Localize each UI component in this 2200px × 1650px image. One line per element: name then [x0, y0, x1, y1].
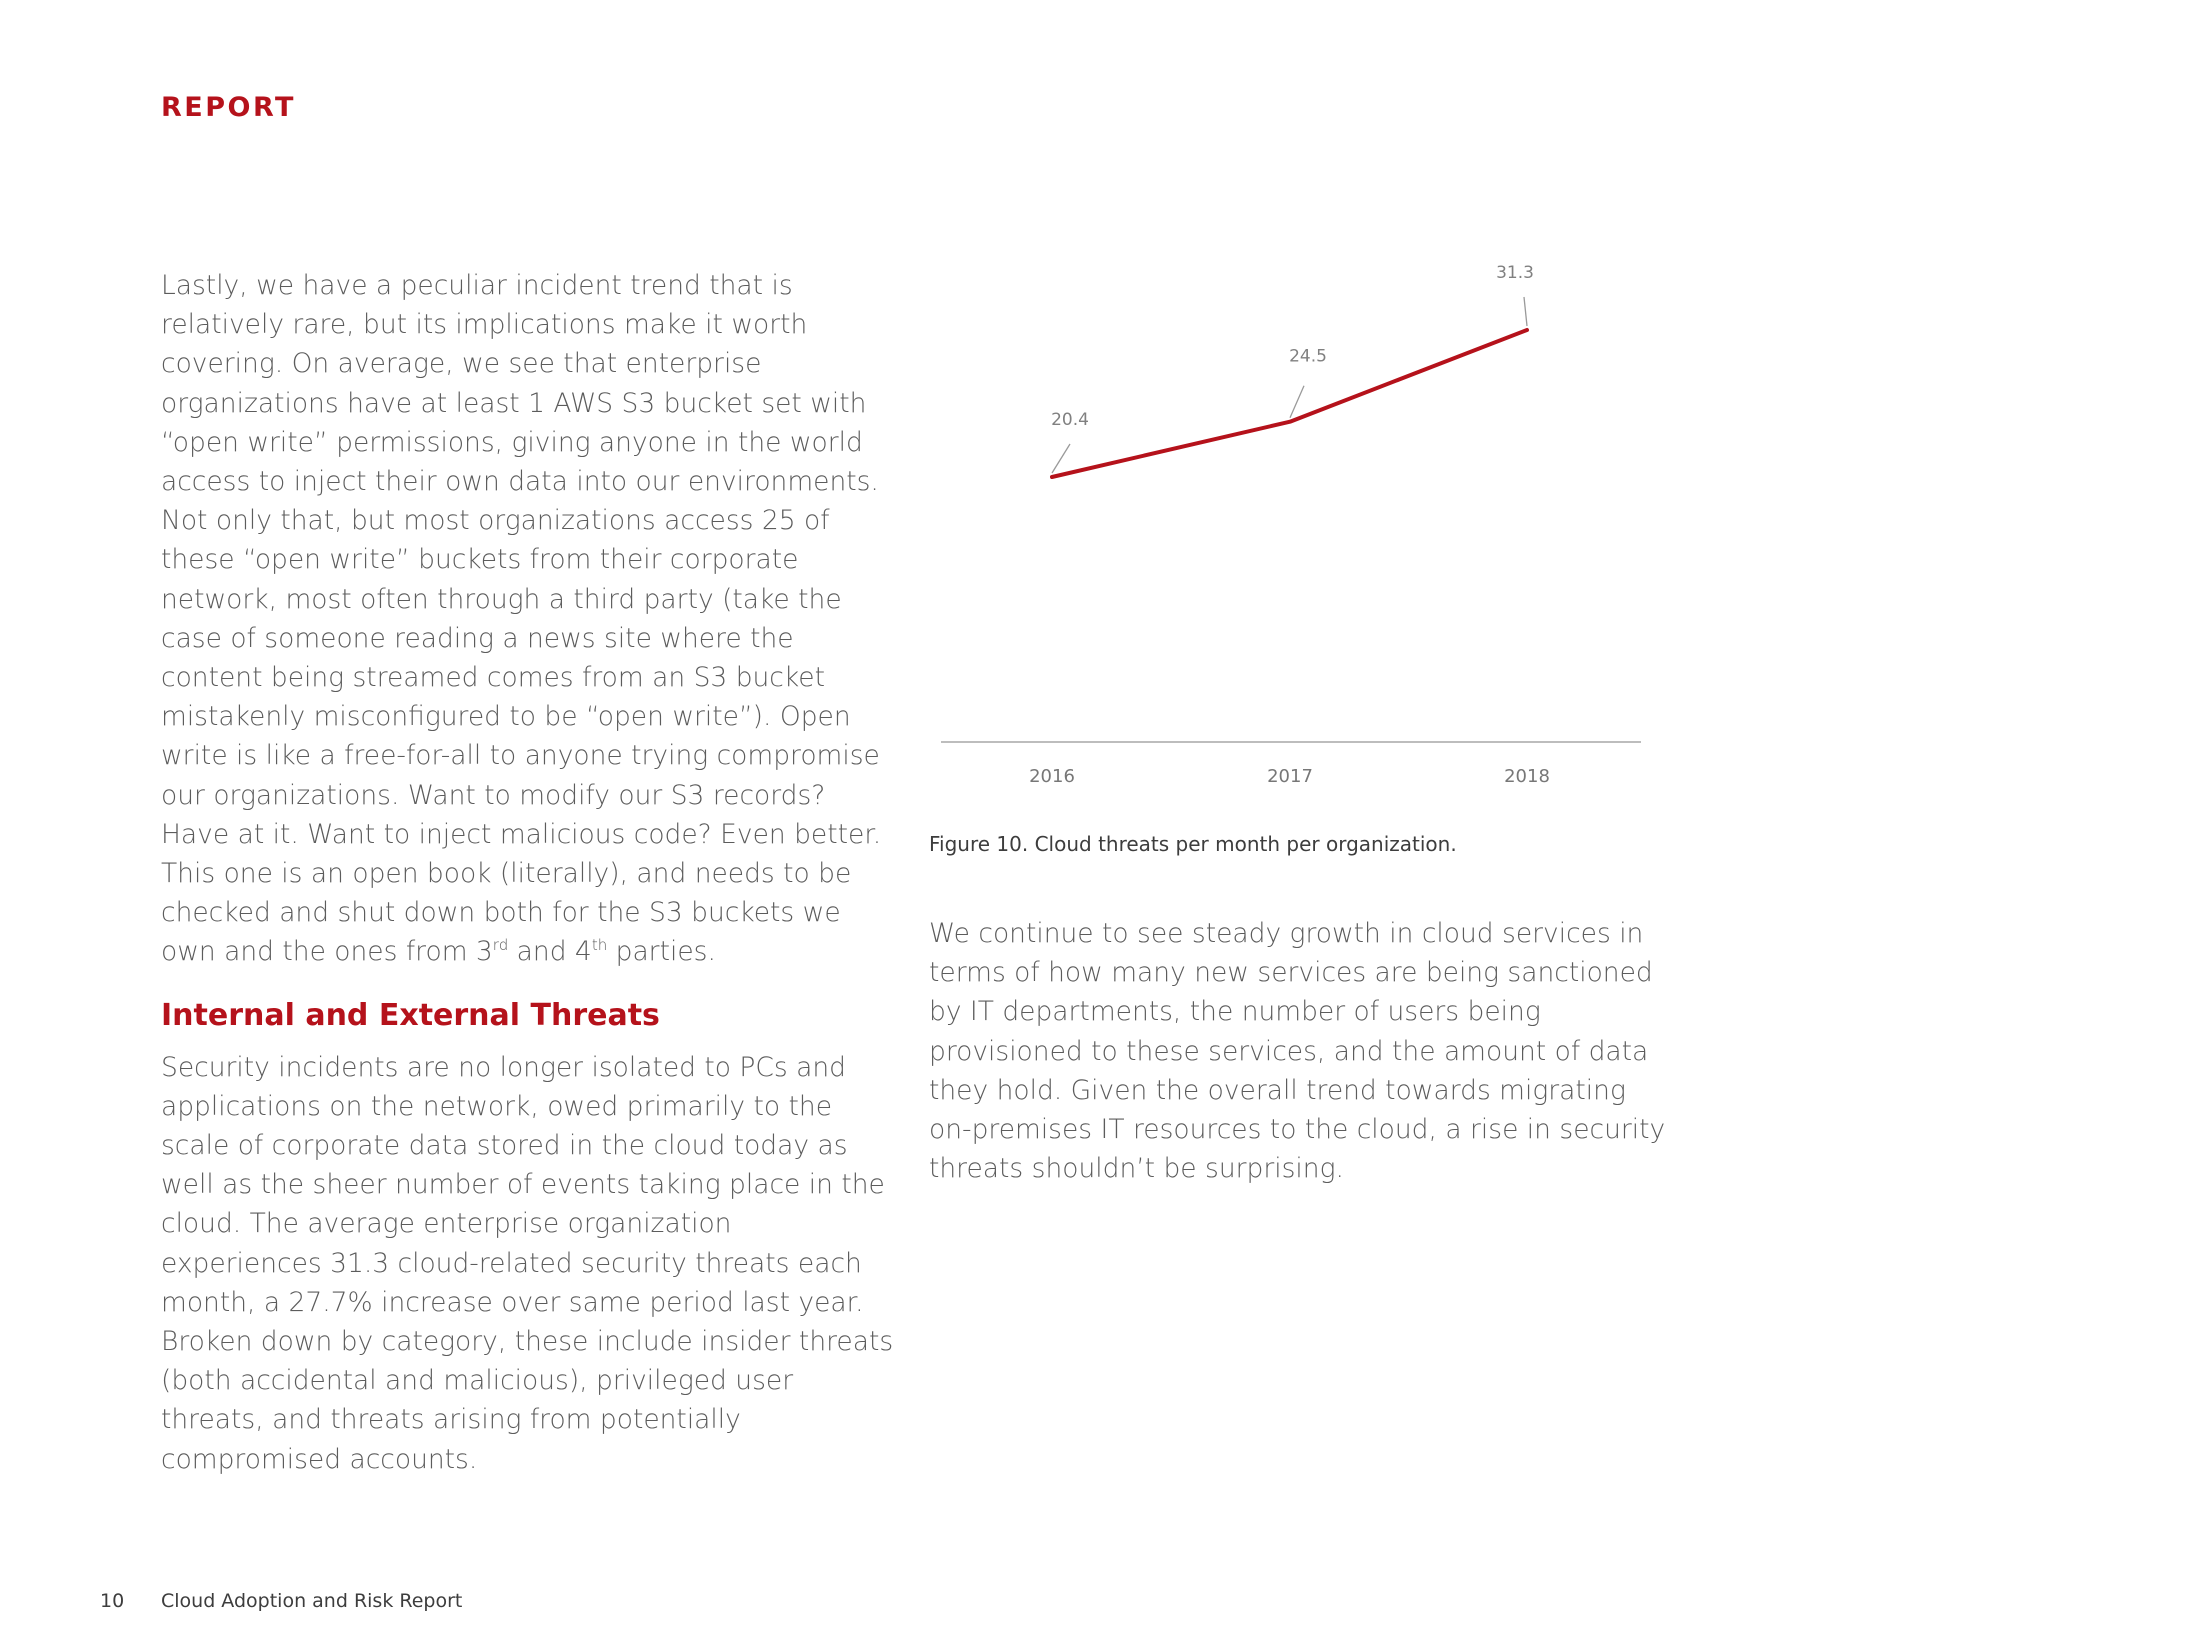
x-tick-label: 2016: [1029, 766, 1075, 787]
right-column: [929, 914, 1669, 1188]
figure-caption: Figure 10. Cloud threats per month per organization.: [929, 832, 1457, 856]
x-tick-label: 2018: [1504, 766, 1550, 787]
footer-title: Cloud Adoption and Risk Report: [161, 1590, 463, 1612]
superscript-th: th: [591, 936, 608, 955]
intro-paragraph-mid: and 4: [508, 936, 592, 968]
report-label: REPORT: [161, 92, 296, 123]
data-label: 20.4: [1051, 410, 1089, 430]
intro-paragraph: [161, 266, 896, 972]
line-chart: [929, 262, 1649, 812]
data-label-leader: [1524, 297, 1527, 326]
x-tick-label: 2017: [1267, 766, 1313, 787]
section-heading: Internal and External Threats: [161, 997, 660, 1033]
intro-paragraph-main: Lastly, we have a peculiar incident trend that is relatively rare, but its implications make it worth covering. On average, we see that enterprise organizations have at least 1 AWS S3 bucket set with “open write” permissions, giving anyone in the world access to inject their own data into our environments. Not only that, but most organizations access 25 of these “open write” buckets from their corporate network, most often through a third party (take the case of someone reading a news site where the content being streamed comes from an S3 bucket mistakenly misconfigured to be “open write”). Open write is like a free-for-all to anyone trying compromise our organizations. Want to modify our S3 records? Have at it. Want to inject malicious code? Even better. This one is an open book (literally), and needs to be checked and shut down both for the S3 buckets we own and the ones from 3: [161, 270, 882, 968]
left-column: [161, 266, 896, 1479]
data-label-leader: [1052, 444, 1070, 473]
chart-svg: [929, 262, 1649, 812]
data-label: 31.3: [1496, 263, 1534, 283]
threats-paragraph: Security incidents are no longer isolated to PCs and applications on the network, owed primarily to the scale of corporate data stored in the cloud today as well as the sheer number of events taking place in the cloud. The average enterprise organization experiences 31.3 cloud-related security threats each month, a 27.7% increase over same period last year. Broken down by category, these include insider threats (both accidental and malicious), privileged user threats, and threats arising from potentially compromised accounts.: [161, 1051, 894, 1475]
superscript-rd: rd: [492, 936, 509, 955]
page-footer: [0, 1590, 1000, 1620]
data-label-leader: [1290, 386, 1304, 418]
page-number: 10: [100, 1590, 125, 1612]
intro-paragraph-end: parties.: [607, 936, 716, 968]
data-label: 24.5: [1289, 346, 1327, 367]
growth-paragraph: We continue to see steady growth in cloud services in terms of how many new services are being sanctioned by IT departments, the number of users being provisioned to these services, and the amount of data they hold. Given the overall trend towards migrating on-premises IT resources to the cloud, a rise in security threats shouldn’t be surprising.: [929, 918, 1666, 1185]
